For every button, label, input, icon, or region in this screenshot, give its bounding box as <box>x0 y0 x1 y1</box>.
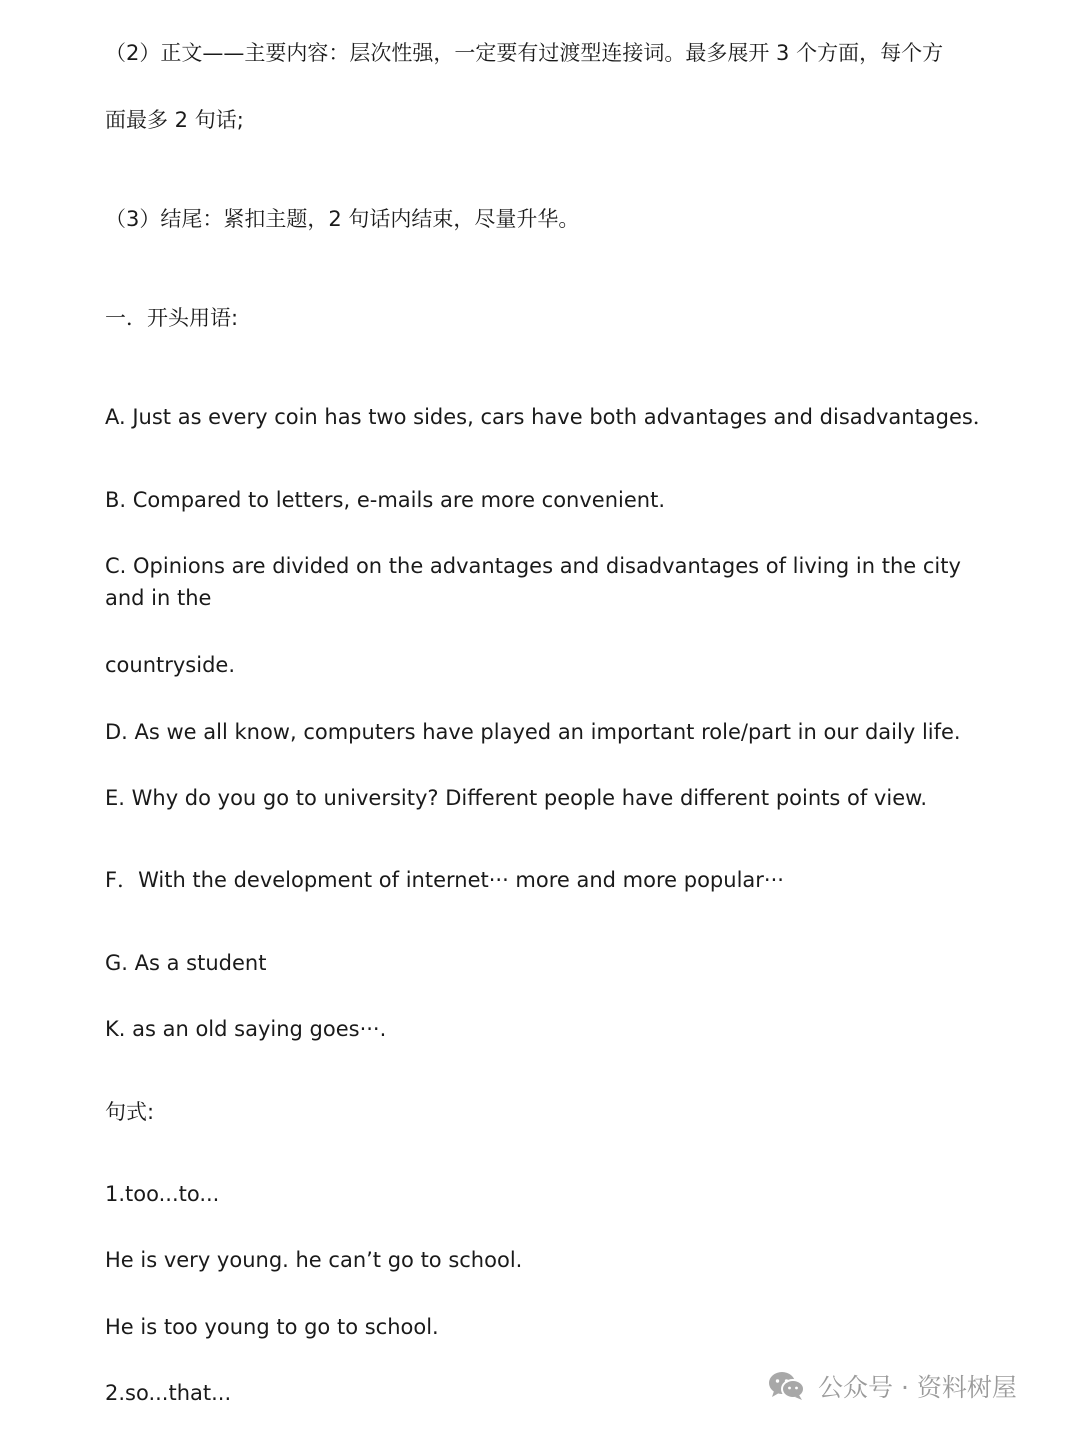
example-f: F．With the development of internet··· more and more popular··· <box>105 868 784 892</box>
pattern-1-title: 1.too...to... <box>105 1182 220 1206</box>
example-d: D. As we all know, computers have played an important role/part in our daily life. <box>105 720 961 744</box>
example-b: B. Compared to letters, e-mails are more convenient. <box>105 488 665 512</box>
pattern-1-example-original: He is very young. he can’t go to school. <box>105 1248 523 1272</box>
opening-phrases-heading: 一．开头用语: <box>105 306 239 330</box>
example-e: E. Why do you go to university? Different people have different points of view. <box>105 786 928 810</box>
example-a: A. Just as every coin has two sides, cars have both advantages and disadvantages． <box>105 405 994 429</box>
example-k: K. as an old saying goes···. <box>105 1017 387 1041</box>
pattern-2-title: 2.so...that... <box>105 1381 232 1405</box>
body-section-note: （2）正文——主要内容：层次性强，一定要有过渡型连接词。最多展开 3 个方面，每个方 <box>105 41 944 65</box>
body-section-note-continued: 面最多 2 句话; <box>105 108 244 132</box>
watermark <box>768 1368 1017 1404</box>
example-c-continued: countryside. <box>105 653 236 677</box>
example-g: G. As a student <box>105 951 267 975</box>
pattern-1-example-rewritten: He is too young to go to school. <box>105 1315 439 1339</box>
example-c: C. Opinions are divided on the advantages and disadvantages of living in the city and in the <box>105 554 961 610</box>
watermark-text: 公众号 · 资料树屋 <box>818 1373 1017 1402</box>
ending-section-note: （3）结尾：紧扣主题，2 句话内结束，尽量升华。 <box>105 207 580 231</box>
sentence-patterns-heading: 句式: <box>105 1100 155 1124</box>
wechat-icon <box>768 1370 806 1402</box>
